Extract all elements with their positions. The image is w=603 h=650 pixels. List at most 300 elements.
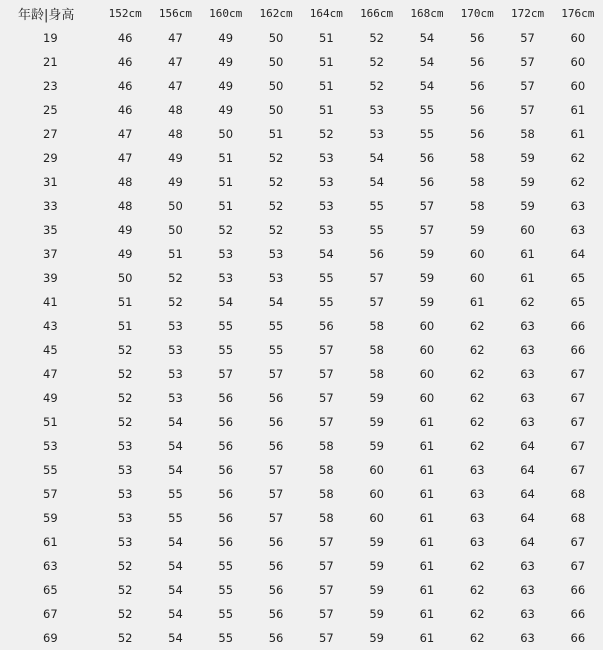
weight-cell: 57 bbox=[319, 343, 334, 357]
weight-cell: 62 bbox=[469, 631, 485, 645]
weight-cell: 62 bbox=[469, 391, 485, 405]
weight-cell: 66 bbox=[570, 319, 586, 333]
weight-cell: 52 bbox=[168, 295, 183, 309]
weight-cell: 57 bbox=[520, 55, 535, 69]
weight-cell: 55 bbox=[319, 271, 334, 285]
age-cell: 27 bbox=[43, 127, 58, 141]
age-cell: 65 bbox=[43, 583, 58, 597]
table-row bbox=[0, 194, 603, 218]
weight-cell: 54 bbox=[168, 559, 183, 573]
weight-cell: 50 bbox=[117, 271, 133, 285]
weight-cell: 63 bbox=[520, 415, 535, 429]
weight-cell: 61 bbox=[469, 295, 485, 309]
weight-cell: 62 bbox=[570, 151, 586, 165]
weight-cell: 52 bbox=[319, 127, 334, 141]
height-header: 156cm bbox=[158, 6, 192, 20]
weight-cell: 53 bbox=[117, 535, 133, 549]
weight-cell: 56 bbox=[218, 391, 234, 405]
weight-cell: 56 bbox=[268, 559, 284, 573]
weight-cell: 53 bbox=[218, 247, 234, 261]
weight-cell: 58 bbox=[319, 463, 334, 477]
weight-cell: 56 bbox=[268, 631, 284, 645]
weight-cell: 57 bbox=[520, 103, 535, 117]
weight-cell: 51 bbox=[319, 79, 334, 93]
weight-cell: 53 bbox=[218, 271, 234, 285]
weight-cell: 57 bbox=[419, 223, 435, 237]
weight-cell: 68 bbox=[570, 511, 586, 525]
table-row bbox=[0, 578, 603, 602]
weight-cell: 67 bbox=[570, 439, 586, 453]
weight-cell: 62 bbox=[469, 415, 485, 429]
weight-cell: 60 bbox=[570, 55, 586, 69]
weight-cell: 52 bbox=[369, 79, 384, 93]
table-row bbox=[0, 122, 603, 146]
weight-cell: 63 bbox=[469, 463, 485, 477]
weight-cell: 47 bbox=[168, 79, 183, 93]
weight-cell: 61 bbox=[520, 271, 535, 285]
weight-cell: 57 bbox=[319, 415, 334, 429]
weight-cell: 62 bbox=[469, 559, 485, 573]
weight-cell: 52 bbox=[117, 631, 133, 645]
weight-cell: 48 bbox=[168, 103, 183, 117]
weight-cell: 54 bbox=[168, 583, 183, 597]
table-row bbox=[0, 626, 603, 650]
weight-cell: 62 bbox=[520, 295, 535, 309]
weight-cell: 48 bbox=[168, 127, 183, 141]
weight-cell: 55 bbox=[218, 319, 234, 333]
weight-cell: 58 bbox=[369, 319, 384, 333]
weight-cell: 54 bbox=[419, 79, 435, 93]
table-row bbox=[0, 146, 603, 170]
weight-cell: 57 bbox=[268, 463, 284, 477]
weight-cell: 51 bbox=[319, 31, 334, 45]
weight-cell: 67 bbox=[570, 559, 586, 573]
weight-cell: 66 bbox=[570, 607, 586, 621]
weight-cell: 56 bbox=[469, 127, 485, 141]
weight-cell: 53 bbox=[369, 127, 384, 141]
weight-cell: 52 bbox=[268, 223, 284, 237]
age-cell: 51 bbox=[43, 415, 58, 429]
weight-cell: 46 bbox=[117, 79, 133, 93]
weight-cell: 61 bbox=[419, 487, 435, 501]
weight-cell: 53 bbox=[319, 223, 334, 237]
weight-cell: 55 bbox=[419, 103, 435, 117]
weight-cell: 68 bbox=[570, 487, 586, 501]
weight-cell: 55 bbox=[168, 511, 183, 525]
weight-cell: 49 bbox=[168, 175, 183, 189]
weight-cell: 59 bbox=[369, 415, 384, 429]
table-row bbox=[0, 98, 603, 122]
weight-cell: 60 bbox=[419, 343, 435, 357]
weight-cell: 52 bbox=[268, 199, 284, 213]
weight-cell: 63 bbox=[520, 583, 535, 597]
weight-cell: 53 bbox=[168, 319, 183, 333]
weight-cell: 57 bbox=[369, 295, 384, 309]
age-cell: 61 bbox=[43, 535, 58, 549]
table-row bbox=[0, 266, 603, 290]
table-body bbox=[0, 26, 603, 650]
weight-cell: 63 bbox=[520, 559, 535, 573]
weight-cell: 52 bbox=[117, 367, 133, 381]
weight-cell: 50 bbox=[218, 127, 234, 141]
age-height-header: 年龄|身高 bbox=[18, 7, 75, 23]
weight-cell: 56 bbox=[419, 151, 435, 165]
height-header: 162cm bbox=[259, 6, 293, 20]
weight-cell: 57 bbox=[319, 367, 334, 381]
weight-cell: 57 bbox=[319, 607, 334, 621]
weight-cell: 62 bbox=[469, 583, 485, 597]
weight-cell: 58 bbox=[520, 127, 535, 141]
weight-cell: 53 bbox=[319, 175, 334, 189]
weight-cell: 59 bbox=[369, 535, 384, 549]
weight-cell: 63 bbox=[520, 319, 535, 333]
weight-cell: 57 bbox=[268, 487, 284, 501]
height-header: 160cm bbox=[209, 6, 243, 20]
weight-cell: 63 bbox=[469, 535, 485, 549]
table-row bbox=[0, 554, 603, 578]
table-row bbox=[0, 458, 603, 482]
table-row bbox=[0, 50, 603, 74]
weight-cell: 55 bbox=[218, 607, 234, 621]
table-row bbox=[0, 410, 603, 434]
weight-cell: 47 bbox=[168, 55, 183, 69]
age-cell: 53 bbox=[43, 439, 58, 453]
weight-cell: 49 bbox=[218, 79, 234, 93]
age-cell: 23 bbox=[43, 79, 58, 93]
weight-cell: 46 bbox=[117, 103, 133, 117]
weight-cell: 51 bbox=[319, 55, 334, 69]
age-cell: 59 bbox=[43, 511, 58, 525]
weight-cell: 59 bbox=[520, 199, 535, 213]
weight-cell: 53 bbox=[168, 391, 183, 405]
weight-cell: 57 bbox=[369, 271, 384, 285]
weight-cell: 56 bbox=[268, 439, 284, 453]
weight-cell: 60 bbox=[369, 511, 384, 525]
age-cell: 29 bbox=[43, 151, 58, 165]
height-header: 166cm bbox=[360, 6, 394, 20]
weight-cell: 64 bbox=[520, 439, 535, 453]
weight-cell: 49 bbox=[218, 103, 234, 117]
weight-cell: 52 bbox=[268, 151, 284, 165]
weight-cell: 49 bbox=[218, 55, 234, 69]
weight-cell: 61 bbox=[419, 535, 435, 549]
weight-cell: 53 bbox=[117, 463, 133, 477]
table-row bbox=[0, 170, 603, 194]
weight-cell: 59 bbox=[369, 559, 384, 573]
weight-cell: 57 bbox=[319, 391, 334, 405]
weight-cell: 49 bbox=[218, 31, 234, 45]
weight-cell: 61 bbox=[419, 415, 435, 429]
table-row bbox=[0, 434, 603, 458]
age-cell: 39 bbox=[43, 271, 58, 285]
table-row bbox=[0, 242, 603, 266]
weight-cell: 54 bbox=[168, 631, 183, 645]
weight-cell: 49 bbox=[117, 247, 133, 261]
weight-cell: 59 bbox=[520, 175, 535, 189]
weight-cell: 59 bbox=[469, 223, 485, 237]
weight-cell: 57 bbox=[319, 583, 334, 597]
weight-cell: 55 bbox=[419, 127, 435, 141]
weight-cell: 60 bbox=[570, 31, 586, 45]
table-row bbox=[0, 362, 603, 386]
weight-cell: 60 bbox=[520, 223, 535, 237]
weight-cell: 48 bbox=[117, 199, 133, 213]
weight-cell: 55 bbox=[218, 559, 234, 573]
weight-cell: 54 bbox=[168, 415, 183, 429]
weight-cell: 56 bbox=[469, 103, 485, 117]
weight-cell: 54 bbox=[268, 295, 284, 309]
weight-cell: 59 bbox=[419, 271, 435, 285]
weight-cell: 63 bbox=[520, 631, 535, 645]
weight-cell: 55 bbox=[268, 319, 284, 333]
height-header: 176cm bbox=[561, 6, 595, 20]
weight-cell: 56 bbox=[469, 31, 485, 45]
weight-cell: 61 bbox=[419, 463, 435, 477]
weight-cell: 59 bbox=[369, 631, 384, 645]
weight-cell: 60 bbox=[570, 79, 586, 93]
weight-cell: 51 bbox=[218, 175, 234, 189]
weight-cell: 53 bbox=[117, 439, 133, 453]
weight-cell: 63 bbox=[520, 367, 535, 381]
weight-cell: 56 bbox=[218, 487, 234, 501]
weight-cell: 52 bbox=[117, 607, 133, 621]
age-cell: 67 bbox=[43, 607, 58, 621]
weight-cell: 55 bbox=[369, 199, 384, 213]
weight-cell: 56 bbox=[469, 79, 485, 93]
weight-cell: 53 bbox=[319, 151, 334, 165]
table-row bbox=[0, 482, 603, 506]
weight-cell: 54 bbox=[168, 463, 183, 477]
weight-cell: 56 bbox=[268, 535, 284, 549]
weight-cell: 51 bbox=[268, 127, 284, 141]
weight-cell: 57 bbox=[319, 631, 334, 645]
weight-cell: 52 bbox=[117, 583, 133, 597]
weight-cell: 57 bbox=[218, 367, 234, 381]
weight-cell: 51 bbox=[218, 199, 234, 213]
table-header bbox=[0, 0, 603, 26]
weight-cell: 58 bbox=[369, 343, 384, 357]
weight-cell: 61 bbox=[419, 631, 435, 645]
weight-cell: 51 bbox=[218, 151, 234, 165]
age-cell: 49 bbox=[43, 391, 58, 405]
weight-cell: 51 bbox=[319, 103, 334, 117]
weight-cell: 63 bbox=[570, 223, 586, 237]
weight-cell: 55 bbox=[268, 343, 284, 357]
weight-cell: 55 bbox=[168, 487, 183, 501]
weight-cell: 61 bbox=[570, 127, 586, 141]
weight-cell: 65 bbox=[570, 271, 586, 285]
weight-cell: 59 bbox=[419, 295, 435, 309]
age-cell: 37 bbox=[43, 247, 58, 261]
weight-cell: 63 bbox=[469, 511, 485, 525]
weight-cell: 52 bbox=[117, 391, 133, 405]
age-cell: 47 bbox=[43, 367, 58, 381]
weight-cell: 52 bbox=[369, 55, 384, 69]
weight-cell: 67 bbox=[570, 415, 586, 429]
weight-cell: 53 bbox=[168, 367, 183, 381]
weight-cell: 54 bbox=[369, 151, 384, 165]
weight-cell: 50 bbox=[268, 55, 284, 69]
table-row bbox=[0, 530, 603, 554]
table-row bbox=[0, 290, 603, 314]
weight-cell: 56 bbox=[369, 247, 384, 261]
weight-cell: 65 bbox=[570, 295, 586, 309]
weight-cell: 57 bbox=[319, 535, 334, 549]
weight-cell: 57 bbox=[520, 79, 535, 93]
weight-cell: 64 bbox=[520, 487, 535, 501]
age-cell: 33 bbox=[43, 199, 58, 213]
weight-cell: 60 bbox=[369, 463, 384, 477]
weight-cell: 61 bbox=[570, 103, 586, 117]
table-row bbox=[0, 26, 603, 50]
weight-cell: 67 bbox=[570, 391, 586, 405]
weight-cell: 53 bbox=[268, 247, 284, 261]
weight-cell: 50 bbox=[268, 103, 284, 117]
weight-cell: 63 bbox=[469, 487, 485, 501]
weight-cell: 58 bbox=[369, 367, 384, 381]
weight-cell: 61 bbox=[419, 607, 435, 621]
weight-cell: 47 bbox=[168, 31, 183, 45]
weight-cell: 58 bbox=[319, 487, 334, 501]
weight-cell: 67 bbox=[570, 463, 586, 477]
weight-cell: 67 bbox=[570, 535, 586, 549]
weight-cell: 46 bbox=[117, 31, 133, 45]
weight-cell: 52 bbox=[117, 343, 133, 357]
weight-cell: 51 bbox=[168, 247, 183, 261]
height-header: 152cm bbox=[108, 6, 142, 20]
weight-cell: 66 bbox=[570, 583, 586, 597]
weight-cell: 52 bbox=[268, 175, 284, 189]
weight-cell: 62 bbox=[469, 367, 485, 381]
height-header: 172cm bbox=[510, 6, 545, 20]
weight-cell: 59 bbox=[369, 391, 384, 405]
weight-cell: 62 bbox=[469, 439, 485, 453]
weight-cell: 62 bbox=[570, 175, 586, 189]
weight-cell: 53 bbox=[168, 343, 183, 357]
weight-cell: 62 bbox=[469, 607, 485, 621]
weight-cell: 56 bbox=[218, 511, 234, 525]
weight-cell: 55 bbox=[369, 223, 384, 237]
weight-cell: 62 bbox=[469, 343, 485, 357]
weight-cell: 59 bbox=[369, 607, 384, 621]
weight-cell: 58 bbox=[319, 511, 334, 525]
weight-cell: 52 bbox=[218, 223, 234, 237]
weight-cell: 61 bbox=[419, 583, 435, 597]
header-row bbox=[0, 0, 603, 26]
weight-cell: 54 bbox=[369, 175, 384, 189]
weight-cell: 52 bbox=[117, 559, 133, 573]
weight-cell: 52 bbox=[168, 271, 183, 285]
weight-cell: 49 bbox=[117, 223, 133, 237]
weight-cell: 56 bbox=[469, 55, 485, 69]
age-cell: 41 bbox=[43, 295, 58, 309]
weight-cell: 56 bbox=[218, 463, 234, 477]
weight-cell: 50 bbox=[268, 79, 284, 93]
table-row bbox=[0, 386, 603, 410]
weight-cell: 54 bbox=[168, 535, 183, 549]
table-row bbox=[0, 506, 603, 530]
weight-cell: 56 bbox=[419, 175, 435, 189]
table-row bbox=[0, 74, 603, 98]
weight-cell: 58 bbox=[319, 439, 334, 453]
weight-cell: 53 bbox=[117, 487, 133, 501]
weight-cell: 58 bbox=[469, 199, 485, 213]
age-cell: 35 bbox=[43, 223, 58, 237]
weight-cell: 55 bbox=[218, 343, 234, 357]
weight-cell: 60 bbox=[419, 319, 435, 333]
weight-cell: 63 bbox=[520, 343, 535, 357]
weight-cell: 64 bbox=[520, 535, 535, 549]
weight-cell: 47 bbox=[117, 127, 133, 141]
weight-cell: 54 bbox=[419, 55, 435, 69]
height-header: 170cm bbox=[460, 6, 494, 20]
weight-cell: 56 bbox=[268, 583, 284, 597]
weight-cell: 46 bbox=[117, 55, 133, 69]
weight-cell: 62 bbox=[469, 319, 485, 333]
weight-cell: 48 bbox=[117, 175, 133, 189]
weight-cell: 59 bbox=[369, 583, 384, 597]
weight-cell: 56 bbox=[218, 415, 234, 429]
weight-cell: 61 bbox=[419, 511, 435, 525]
weight-cell: 56 bbox=[268, 415, 284, 429]
age-cell: 69 bbox=[43, 631, 58, 645]
weight-cell: 67 bbox=[570, 367, 586, 381]
weight-cell: 53 bbox=[117, 511, 133, 525]
table-row bbox=[0, 314, 603, 338]
weight-cell: 57 bbox=[319, 559, 334, 573]
weight-cell: 55 bbox=[218, 583, 234, 597]
age-cell: 63 bbox=[43, 559, 58, 573]
weight-cell: 47 bbox=[117, 151, 133, 165]
weight-cell: 56 bbox=[268, 607, 284, 621]
weight-cell: 58 bbox=[469, 175, 485, 189]
weight-cell: 53 bbox=[268, 271, 284, 285]
weight-cell: 56 bbox=[218, 535, 234, 549]
weight-cell: 50 bbox=[168, 199, 183, 213]
weight-cell: 63 bbox=[520, 607, 535, 621]
age-cell: 21 bbox=[43, 55, 58, 69]
weight-cell: 49 bbox=[168, 151, 183, 165]
weight-cell: 54 bbox=[168, 607, 183, 621]
weight-cell: 66 bbox=[570, 343, 586, 357]
weight-cell: 60 bbox=[469, 247, 485, 261]
weight-cell: 51 bbox=[117, 319, 133, 333]
weight-cell: 55 bbox=[218, 631, 234, 645]
weight-cell: 61 bbox=[419, 559, 435, 573]
weight-cell: 54 bbox=[218, 295, 234, 309]
weight-cell: 57 bbox=[520, 31, 535, 45]
weight-cell: 61 bbox=[419, 439, 435, 453]
weight-cell: 59 bbox=[520, 151, 535, 165]
weight-cell: 54 bbox=[419, 31, 435, 45]
weight-cell: 56 bbox=[268, 391, 284, 405]
weight-cell: 50 bbox=[268, 31, 284, 45]
weight-cell: 50 bbox=[168, 223, 183, 237]
age-cell: 57 bbox=[43, 487, 58, 501]
weight-cell: 54 bbox=[319, 247, 334, 261]
table-row bbox=[0, 338, 603, 362]
table-row bbox=[0, 602, 603, 626]
age-cell: 43 bbox=[43, 319, 58, 333]
weight-cell: 53 bbox=[369, 103, 384, 117]
weight-cell: 53 bbox=[319, 199, 334, 213]
weight-cell: 57 bbox=[268, 367, 284, 381]
weight-cell: 59 bbox=[369, 439, 384, 453]
weight-cell: 54 bbox=[168, 439, 183, 453]
weight-cell: 56 bbox=[319, 319, 334, 333]
weight-cell: 66 bbox=[570, 631, 586, 645]
weight-cell: 64 bbox=[570, 247, 586, 261]
